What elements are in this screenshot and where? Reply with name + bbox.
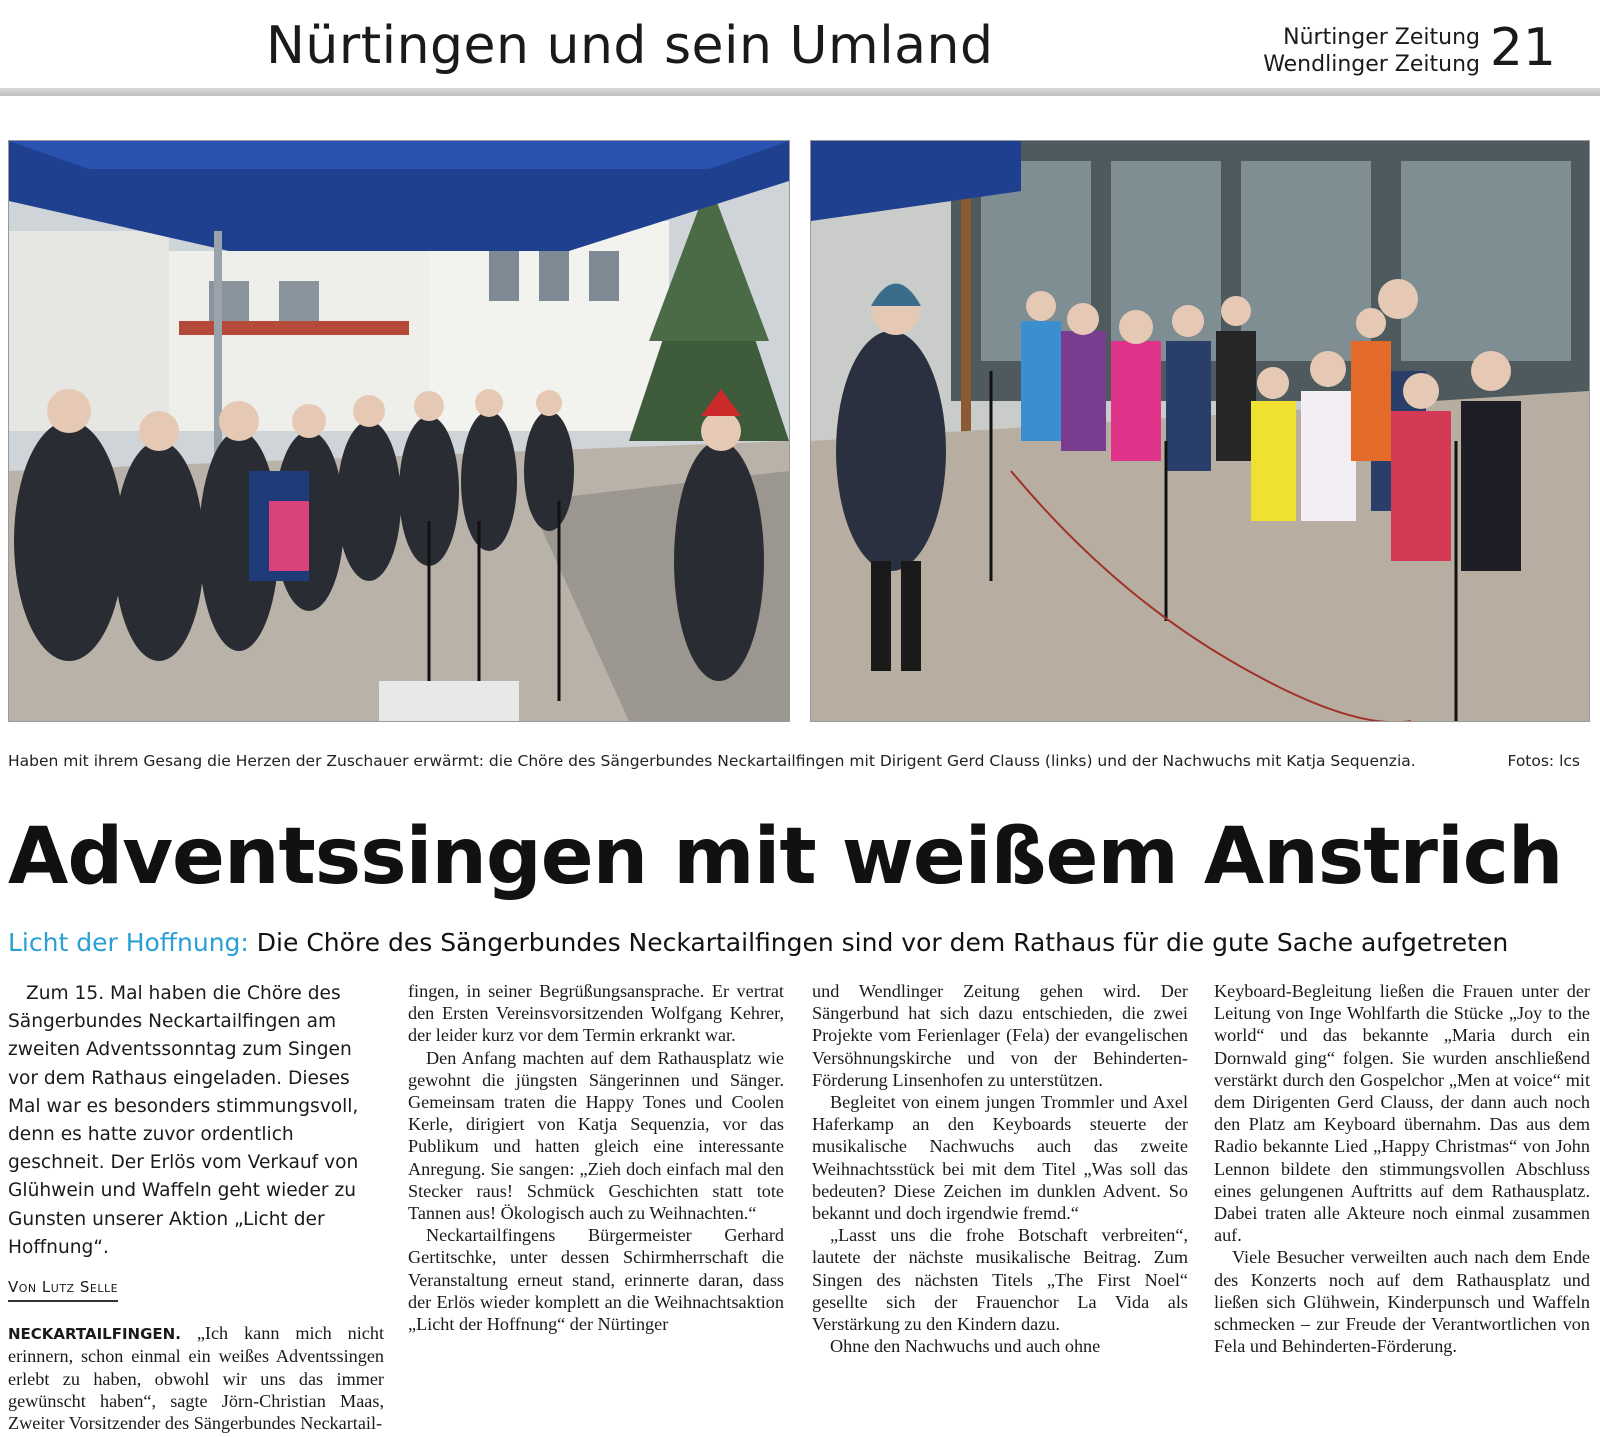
article-column-4 <box>1214 980 1590 1357</box>
masthead <box>0 0 1600 100</box>
article-headline: Adventssingen mit weißem Anstrich <box>8 812 1563 902</box>
article-paragraph: Begleitet von einem jungen Trommler und Axel Haferkamp an den Keyboards steuerte der musikalische Nachwuchs auch das zweite Weihnachtsstück bei mit dem Titel „Was soll das bedeuten? Diese Zeichen im dunklen Advent. So bekannt und doch irgendwie fremd.“ <box>812 1092 1188 1224</box>
article-column-3 <box>812 980 1188 1357</box>
article-paragraph: fingen, in seiner Begrüßungsansprache. Er vertrat den Ersten Vereinsvorsitzenden Wolfgang Kehrer, der leider kurz vor dem Termin erkrankt war. <box>408 981 784 1046</box>
article-paragraph: „Lasst uns die frohe Botschaft verbreiten“, lautete der nächste musikalische Beitrag. Zum Singen des nächsten Titels „The First Noel“ gesellte sich der Frauenchor La Vida als Verstärkung zu den Kindern dazu. <box>812 1225 1188 1335</box>
article-paragraph: Neckartailfingens Bürgermeister Gerhard Gertitschke, unter dessen Schirmherrschaft die Veranstaltung erneut stand, erinnerte daran, dass der Erlös wieder komplett an die Weihnachtsaktion „Licht der Hoffnung“ der Nürtinger <box>408 1225 784 1335</box>
paper-name-wendlingen: Wendlinger Zeitung <box>1263 52 1480 77</box>
photo-adult-choir <box>8 140 790 722</box>
photo-childrens-choir <box>810 140 1590 722</box>
article-lead: Zum 15. Mal haben die Chöre des Sängerbundes Neckartailfingen am zweiten Adventssonntag zum Singen vor dem Rathaus eingeladen. Dieses Mal war es besonders stimmungsvoll, denn es hatte zuvor ordentlich geschneit. Der Erlös vom Verkauf von Glühwein und Waffeln geht wieder zu Gunsten unserer Aktion „Licht der Hoffnung“. <box>8 983 359 1258</box>
masthead-rule <box>0 88 1600 96</box>
section-title: Nürtingen und sein Umland <box>266 16 994 76</box>
article-paragraph-text: „Ich kann mich nicht erinnern, schon einmal ein weißes Adventssingen erlebt zu haben, obwohl wir uns das immer gewünscht haben“, sagte Jörn-Christian Maas, Zweiter Vorsitzender des Sängerbundes Neckartail- <box>8 1323 384 1434</box>
article-paragraph: Den Anfang machten auf dem Rathausplatz wie gewohnt die jüngsten Sängerinnen und Sänger. Gemeinsam traten die Happy Tones und Coolen Kerle, dirigiert von Katja Sequenzia, vor das Publikum und hatten gleich eine interessante Anregung. Sie sangen: „Zieh doch einfach mal den Stecker raus! Schmück Geschichten statt tote Tannen aus! Ökologisch auch zu Weihnachten.“ <box>408 1047 784 1224</box>
photo-caption <box>8 752 1588 770</box>
article-kicker: Licht der Hoffnung: <box>8 928 249 957</box>
photo-childrens-choir-image <box>811 141 1589 721</box>
page-number: 21 <box>1489 18 1556 78</box>
article-paragraph: Viele Besucher verweilten auch nach dem Ende des Konzerts noch auf dem Rathausplatz und ließen sich Glühwein, Kinderpunsch und Waffeln schmecken – zur Freude der Verantwortlichen von Fela und Behinderten-Förderung. <box>1214 1247 1590 1357</box>
article-column-2 <box>408 980 784 1335</box>
newspaper-names <box>1263 24 1480 78</box>
article-paragraph <box>8 1322 384 1434</box>
dateline: NECKARTAILFINGEN. <box>8 1325 181 1344</box>
article-paragraph: und Wendlinger Zeitung gehen wird. Der Sängerbund hat sich dazu entschieden, die zwei Projekte vom Ferienlager (Fela) der evangelischen Versöhnungskirche und von der Behinderten-Förderung Linsenhofen zu unterstützen. <box>812 981 1188 1090</box>
article-subheadline-text: Die Chöre des Sängerbundes Neckartailfingen sind vor dem Rathaus für die gute Sache aufgetreten <box>256 928 1509 957</box>
byline: Von Lutz Selle <box>8 1276 118 1302</box>
article-subheadline <box>8 928 1508 957</box>
article-paragraph: Keyboard-Begleitung ließen die Frauen unter der Leitung von Inge Wohlfarth die Stücke „Joy to the world“ und das bekannte „Maria durch ein Dornwald ging“ folgen. Sie wurden anschließend verstärkt durch den Gospelchor „Men at voice“ mit dem Dirigenten Gerd Clauss, der dann auch noch den Platz am Keyboard übernahm. Das aus dem Radio bekannte Lied „Happy Christmas“ von John Lennon bildete den stimmungsvollen Abschluss eines gelungenen Auftritts auf dem Rathausplatz. Dabei traten alle Akteure noch einmal zusammen auf. <box>1214 981 1590 1246</box>
article-paragraph: Ohne den Nachwuchs und auch ohne <box>830 1336 1101 1357</box>
photo-credit: Fotos: lcs <box>1507 752 1580 770</box>
paper-name-nuertingen: Nürtinger Zeitung <box>1283 25 1480 50</box>
caption-text: Haben mit ihrem Gesang die Herzen der Zuschauer erwärmt: die Chöre des Sängerbundes Neckartailfingen mit Dirigent Gerd Clauss (links) und der Nachwuchs mit Katja Sequenzia. <box>8 752 1416 770</box>
photo-adult-choir-image <box>9 141 789 721</box>
article-column-1 <box>8 980 384 1434</box>
